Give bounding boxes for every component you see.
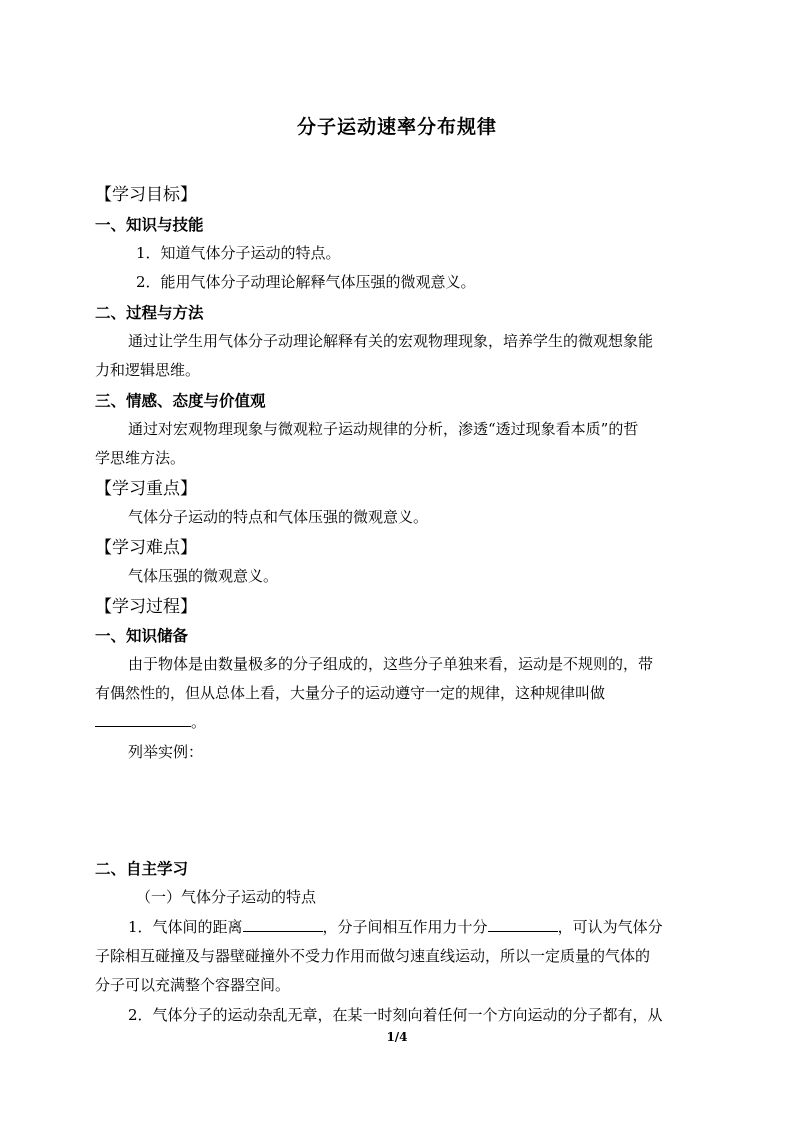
process-methods-text-line2: 力和逻辑思维。 xyxy=(95,361,201,379)
knowledge-reserve-heading: 一、知识储备 xyxy=(95,626,189,645)
gas-item-1-line2: 子除相互碰撞及与器壁碰撞外不受力作用而做匀速直线运动，所以一定质量的气体的 xyxy=(95,947,651,965)
examples-prompt: 列举实例： xyxy=(128,743,204,761)
attitude-values-text-line2: 学思维方法。 xyxy=(95,449,186,467)
gas-item-1-part-b: ，分子间相互作用力十分 xyxy=(322,918,488,936)
knowledge-reserve-text-line1: 由于物体是由数量极多的分子组成的，这些分子单独来看，运动是不规则的，带 xyxy=(128,655,654,673)
process-methods-text-line1: 通过让学生用气体分子动理论解释有关的宏观物理现象，培养学生的微观想象能 xyxy=(128,332,654,350)
self-study-heading: 二、自主学习 xyxy=(95,859,189,878)
learning-process-heading: 【学习过程】 xyxy=(95,597,197,617)
sentence-end-period: 。 xyxy=(191,713,207,731)
page-number: 1/4 xyxy=(386,1030,408,1044)
difficulties-heading: 【学习难点】 xyxy=(95,538,197,558)
gas-motion-subheading: （一）气体分子运动的特点 xyxy=(136,888,317,906)
attitude-values-text-line1: 通过对宏观物理现象与微观粒子运动规律的分析，渗透“透过现象看本质”的哲 xyxy=(128,420,639,438)
gas-item-1-part-c: ，可认为气体分 xyxy=(557,918,663,936)
gas-item-1-line3: 分子可以充满整个容器空间。 xyxy=(95,976,291,994)
knowledge-reserve-text-line2: 有偶然性的，但从总体上看，大量分子的运动遵守一定的规律，这种规律叫做 xyxy=(95,684,606,702)
fill-in-blank-force[interactable] xyxy=(488,917,558,932)
knowledge-item-1: 1．知道气体分子运动的特点。 xyxy=(136,244,341,262)
gas-item-1-part-a: 1．气体间的距离 xyxy=(128,918,243,936)
key-points-heading: 【学习重点】 xyxy=(95,479,197,499)
key-points-text: 气体分子运动的特点和气体压强的微观意义。 xyxy=(128,508,429,526)
section-knowledge-skills-heading: 一、知识与技能 xyxy=(95,215,204,234)
learning-goals-heading: 【学习目标】 xyxy=(95,185,197,205)
section-attitude-values-heading: 三、情感、态度与价值观 xyxy=(95,391,266,410)
gas-item-2-line1: 2．气体分子的运动杂乱无章，在某一时刻向着任何一个方向运动的分子都有，从 xyxy=(128,1006,663,1024)
gas-item-1-line1 xyxy=(128,916,663,937)
knowledge-reserve-text-line3 xyxy=(95,711,206,732)
fill-in-blank-distance[interactable] xyxy=(243,917,323,932)
document-title: 分子运动速率分布规律 xyxy=(296,116,497,138)
fill-in-blank[interactable] xyxy=(95,712,191,727)
knowledge-item-2: 2．能用气体分子动理论解释气体压强的微观意义。 xyxy=(136,273,476,291)
difficulties-text: 气体压强的微观意义。 xyxy=(128,567,279,585)
section-process-methods-heading: 二、过程与方法 xyxy=(95,303,204,322)
